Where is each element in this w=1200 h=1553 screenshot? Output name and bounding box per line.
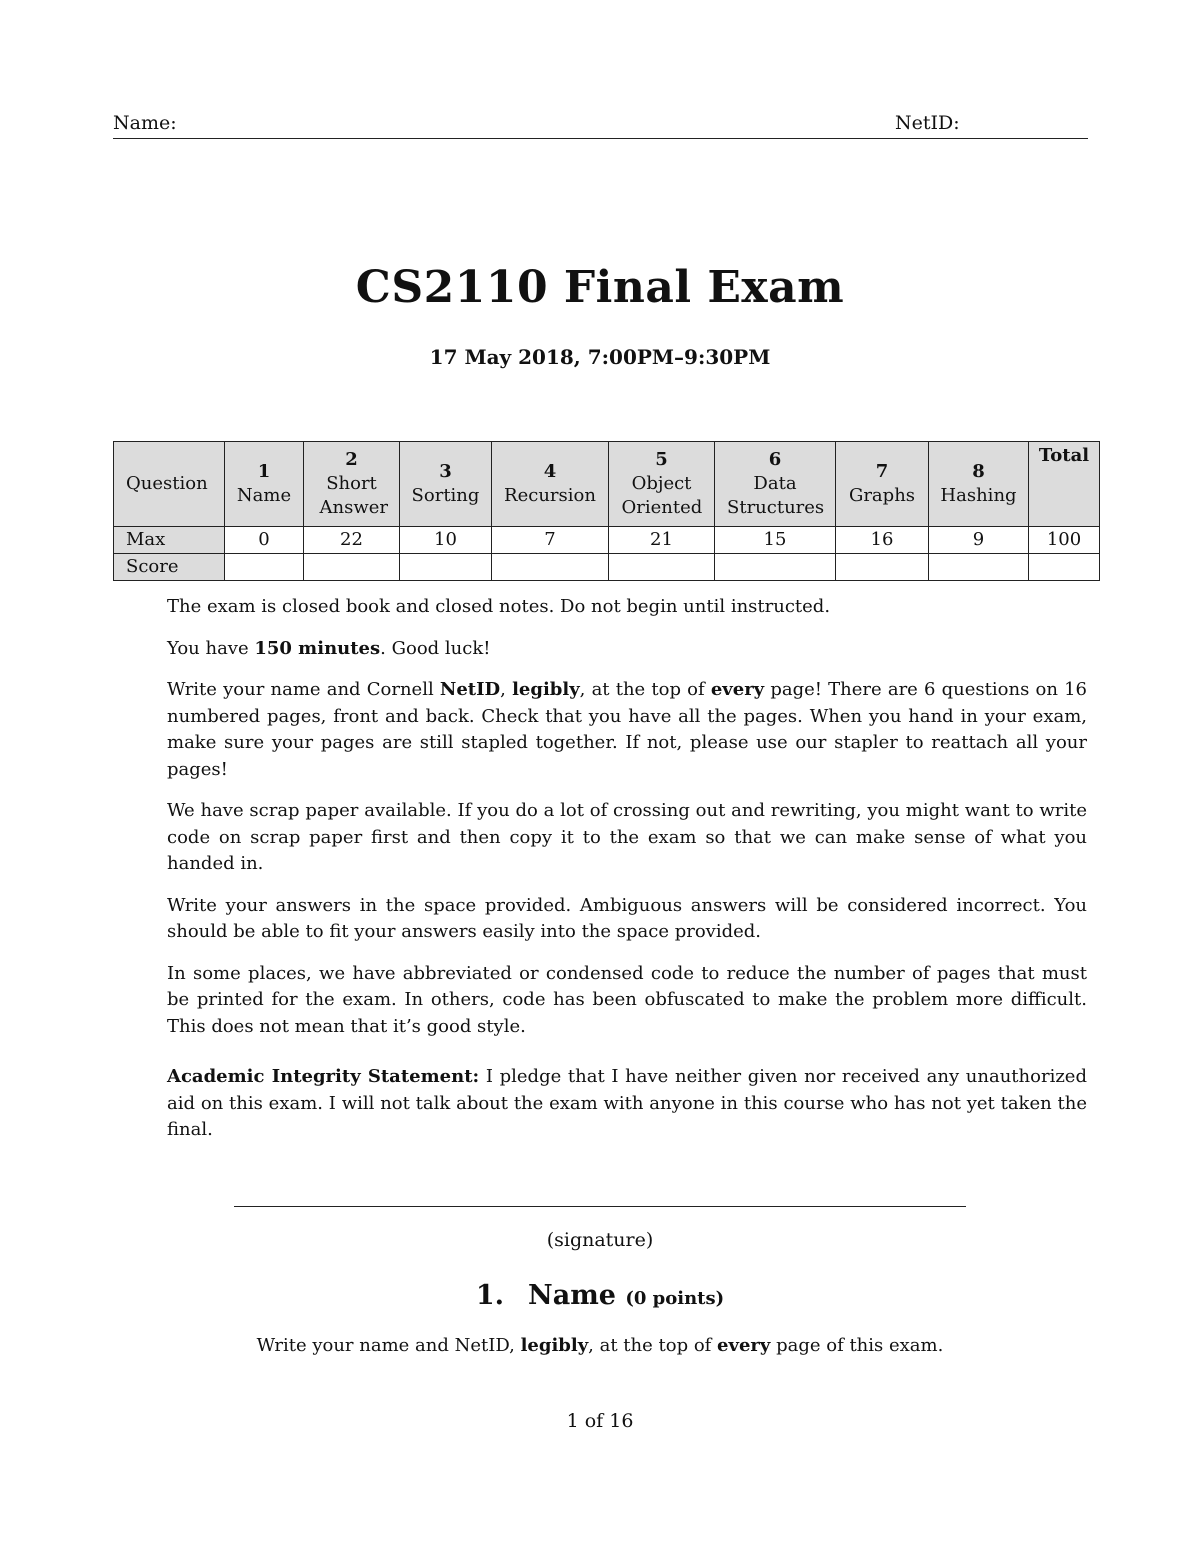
- max-label: Max: [126, 529, 166, 550]
- instruction-paragraph: We have scrap paper available. If you do a lot of crossing out and rewriting, you might want to write code on scrap paper first and then copy it to the exam so that we can make sense of what you handed in.: [167, 800, 1087, 874]
- table-row: [114, 554, 1100, 581]
- table-row: [114, 527, 1100, 554]
- max-cell: 21: [609, 527, 715, 554]
- section-number: 1.: [475, 1280, 505, 1311]
- question-number: 5: [655, 449, 668, 470]
- question-topic: Short Answer: [319, 473, 388, 518]
- instruction-paragraph: Write your answers in the space provided. Ambiguous answers will be considered incorrect. You should be able to fit your answers easily into the space provided.: [167, 894, 1087, 942]
- bold-text: every: [717, 1335, 771, 1356]
- bold-text: every: [710, 679, 765, 700]
- question-label-cell: [114, 442, 225, 527]
- table-row: [114, 442, 1100, 527]
- question-header-cell: [492, 442, 609, 527]
- instruction-paragraph: [167, 636, 1087, 663]
- question-topic: Graphs: [848, 485, 916, 506]
- text-span: page of this exam.: [770, 1335, 944, 1356]
- max-cell: 16: [836, 527, 929, 554]
- question-header-cell: [609, 442, 715, 527]
- question-number: 7: [875, 461, 889, 482]
- instruction-paragraph: [167, 677, 1087, 783]
- max-cell: 9: [929, 527, 1029, 554]
- max-cell: 7: [492, 527, 609, 554]
- max-label-cell: [114, 527, 225, 554]
- question-number: 4: [543, 461, 557, 482]
- instruction-paragraph: The exam is closed book and closed notes. Do not begin until instructed.: [167, 596, 831, 617]
- exam-title: CS2110 Final Exam: [355, 262, 845, 313]
- text-span: ,: [500, 679, 513, 700]
- header-line: [113, 112, 1088, 139]
- section-title: Name: [528, 1280, 616, 1311]
- text-span: , at the top of: [579, 679, 711, 700]
- score-cell: [715, 554, 836, 581]
- question-header-cell: [304, 442, 400, 527]
- bold-text: 150 minutes: [254, 637, 381, 659]
- exam-date: 17 May 2018, 7:00PM–9:30PM: [429, 345, 771, 369]
- question-topic: Recursion: [504, 485, 596, 506]
- text-span: Write your name and NetID,: [256, 1335, 521, 1356]
- question-topic: Sorting: [411, 485, 480, 506]
- question-number: 2: [345, 449, 358, 470]
- question-topic: Name: [236, 485, 292, 506]
- signature-caption: (signature): [546, 1229, 654, 1251]
- current-page: 1: [566, 1410, 579, 1432]
- score-cell: [836, 554, 929, 581]
- question-number: 6: [768, 449, 782, 470]
- section-heading: [0, 1280, 1200, 1311]
- total-header-cell: [1029, 442, 1100, 527]
- max-cell: 15: [715, 527, 836, 554]
- total-label: Total: [1038, 445, 1090, 466]
- score-cell: [304, 554, 400, 581]
- integrity-statement: [167, 1064, 1087, 1144]
- signature-line: [234, 1206, 966, 1207]
- text-span: , at the top of: [588, 1335, 718, 1356]
- page-of: of: [584, 1410, 604, 1432]
- score-table: [113, 441, 1100, 581]
- max-cell: 10: [400, 527, 492, 554]
- section-description: [0, 1335, 1200, 1356]
- netid-label: NetID:: [895, 112, 960, 134]
- question-number: 3: [439, 461, 452, 482]
- score-label-cell: [114, 554, 225, 581]
- integrity-label: Academic Integrity Statement:: [167, 1066, 480, 1087]
- question-header-cell: [715, 442, 836, 527]
- score-cell: [225, 554, 304, 581]
- total-score-cell: [1029, 554, 1100, 581]
- text-span: page! There are 6 questions on 16 numbered pages, front and back. Check that you have all the pages. When you hand in your exam, make sure your pages are still stapled together. If not, please use our stapler to reattach all your pages!: [167, 679, 1087, 780]
- max-cell: 0: [225, 527, 304, 554]
- text-span: Write your name and Cornell: [167, 679, 440, 700]
- question-header-cell: [400, 442, 492, 527]
- question-header-cell: [836, 442, 929, 527]
- score-cell: [492, 554, 609, 581]
- total-pages: 16: [609, 1410, 634, 1432]
- total-max-cell: 100: [1029, 527, 1100, 554]
- question-header-cell: [225, 442, 304, 527]
- score-cell: [609, 554, 715, 581]
- question-label: Question: [126, 473, 208, 494]
- question-number: 8: [972, 461, 985, 482]
- instructions: [167, 594, 1087, 1159]
- text-span: You have: [167, 637, 255, 659]
- page-number: [0, 1410, 1200, 1432]
- question-topic: Object Oriented: [621, 473, 703, 518]
- question-header-cell: [929, 442, 1029, 527]
- name-label: Name:: [113, 112, 177, 134]
- question-number: 1: [257, 461, 271, 482]
- question-topic: Data Structures: [727, 473, 825, 518]
- text-span: . Good luck!: [380, 637, 491, 659]
- integrity-text: I pledge that I have neither given nor received any unauthorized aid on this exam. I will not talk about the exam with anyone in this course who has not yet taken the final.: [167, 1066, 1087, 1140]
- bold-text: legibly: [512, 679, 580, 700]
- instruction-paragraph: In some places, we have abbreviated or condensed code to reduce the number of pages that must be printed for the exam. In others, code has been obfuscated to make the problem more difficult. This does not mean that it’s good style.: [167, 962, 1087, 1037]
- score-label: Score: [126, 556, 179, 577]
- section-points: (0 points): [625, 1288, 725, 1309]
- bold-text: legibly: [520, 1335, 589, 1356]
- score-cell: [929, 554, 1029, 581]
- max-cell: 22: [304, 527, 400, 554]
- bold-text: NetID: [439, 679, 501, 700]
- question-topic: Hashing: [940, 485, 1017, 506]
- score-cell: [400, 554, 492, 581]
